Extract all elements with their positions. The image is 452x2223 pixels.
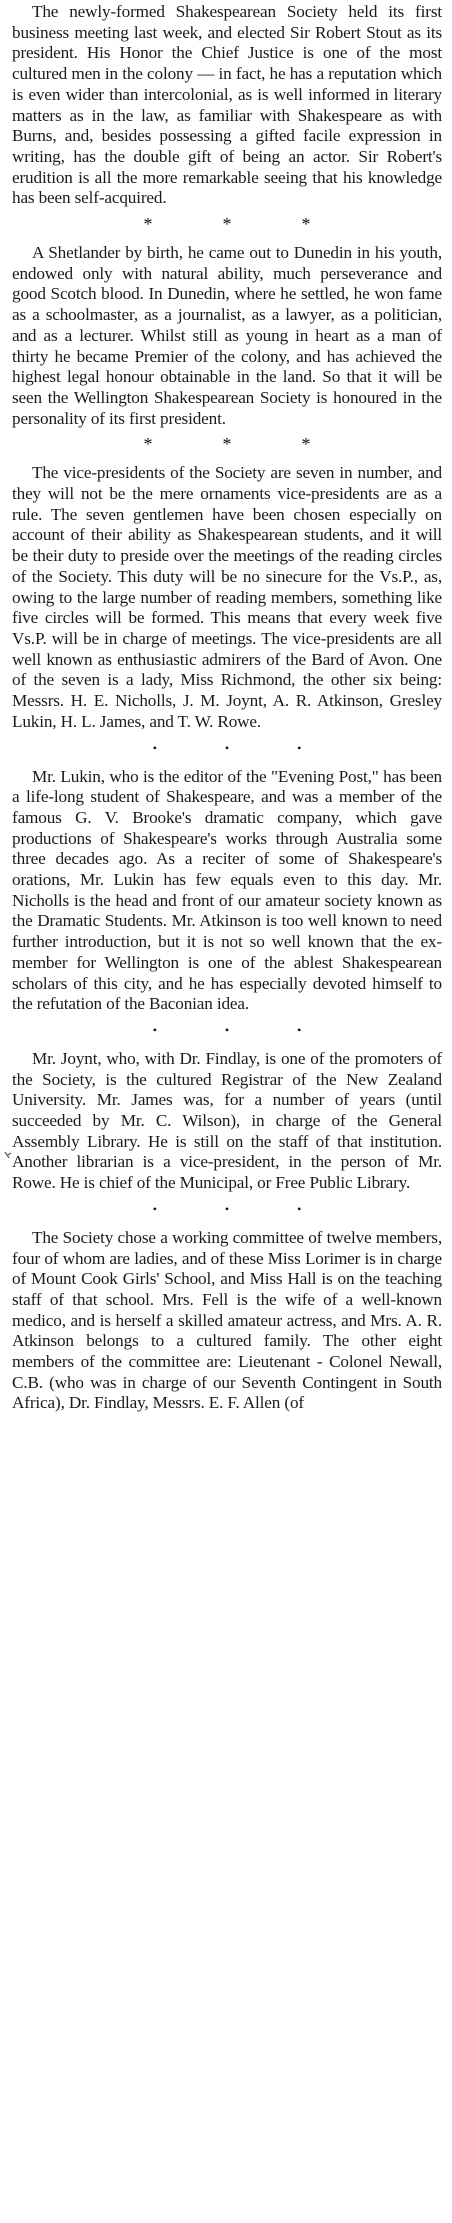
paragraph-vice-presidents: The vice-presidents of the Society are seven in number, and they will not be the mere ornaments vice-presidents are as a rule. The seven gentlemen have been chosen especially on account of their ability as Shakespearean students, and it will be their duty to preside over the meetings of the reading circles of the Society. This duty will be no sinecure for the Vs.P., as, owing to the large number of reading members, something like five circles will be formed. This means that every week five Vs.P. will be in charge of meetings. The vice-presidents are all well known as enthusiastic admirers of the Bard of Avon. One of the seven is a lady, Miss Richmond, the other six being: Messrs. H. E. Nicholls, J. M. Joynt, A. R. Atkinson, Gresley Lukin, H. L. James, and T. W. Rowe. [12, 463, 442, 731]
paragraph-president-elected: The newly-formed Shakespearean Society held its first business meeting last week, and elected Sir Robert Stout as its president. His Honor the Chief Justice is one of the most cultured men in the colony — in fact, he has a reputation which is even wider than intercolonial, as is well informed in literary matters as in the law, as familiar with Shakespeare as with Burns, and, besides possessing a gifted facile expression in writing, has the double gift of being an actor. Sir Robert's erudition is all the more remarkable seeing that his knowledge has been self-acquired. [12, 2, 442, 208]
separator-mark: * [143, 434, 153, 455]
separator-mark: * [222, 434, 232, 455]
separator-mark: • [297, 740, 302, 755]
section-separator [12, 1019, 442, 1041]
separator-mark: • [224, 1201, 230, 1216]
separator-mark: * [222, 214, 232, 235]
section-separator [12, 1198, 442, 1220]
print-blemish [3, 1149, 13, 1167]
paragraph-mr-lukin: Mr. Lukin, who is the editor of the "Evening Post," has been a life-long student of Shakespeare, and was a member of the famous G. V. Brooke's dramatic company, which gave productions of Shakespeare's works through Australia some three decades ago. As a reciter of some of Shakespeare's orations, Mr. Lukin has few equals even to this day. Mr. Nicholls is the head and front of our amateur society known as the Dramatic Students. Mr. Atkinson is too well known to need further introduction, but it is not so well known that the ex-member for Wellington is one of the ablest Shakespearean scholars of this city, and he has especially devoted himself to the refutation of the Baconian idea. [12, 766, 442, 1014]
section-separator [12, 433, 442, 455]
separator-mark: • [152, 740, 157, 755]
separator-mark: * [143, 214, 153, 235]
separator-mark: * [301, 434, 311, 455]
paragraph-working-committee: The Society chose a working committee of twelve members, four of whom are ladies, and of these Miss Lorimer is in charge of Mount Cook Girls' School, and Miss Hall is on the teaching staff of that school. Mrs. Fell is the wife of a well-known medico, and is herself a skilled amateur actress, and Mrs. A. R. Atkinson belongs to a cultured family. The other eight members of the committee are: Lieutenant - Colonel Newall, C.B. (who was in charge of our Seventh Contingent in South Africa), Dr. Findlay, Messrs. E. F. Allen (of [12, 1227, 442, 1413]
paragraph-shetlander-biography: A Shetlander by birth, he came out to Dunedin in his youth, endowed only with natural ability, much perseverance and good Scotch blood. In Dunedin, where he settled, he won fame as a schoolmaster, as a journalist, as a lawyer, as a politician, and as a lecturer. Whilst still as young in heart as a man of thirty he became Premier of the colony, and has achieved the highest legal honour obtainable in the land. So that it will be seen the Wellington Shakespearean Society is honoured in the personality of its first president. [12, 243, 442, 428]
separator-mark: • [297, 1201, 302, 1216]
separator-mark: • [152, 1201, 157, 1216]
separator-mark: • [224, 740, 230, 755]
section-separator [12, 737, 442, 759]
blemish-mark-icon [3, 1149, 13, 1167]
separator-mark: • [152, 1022, 157, 1037]
separator-mark: • [297, 1022, 302, 1037]
paragraph-mr-joynt: Mr. Joynt, who, with Dr. Findlay, is one of the promoters of the Society, is the cultured Registrar of the New Zealand University. Mr. James was, for a number of years (until succeeded by Mr. C. Wilson), in charge of the General Assembly Library. He is still on the staff of that institution. Another librarian is a vice-president, in the person of Mr. Rowe. He is chief of the Municipal, or Free Public Library. [12, 1048, 442, 1193]
section-separator [12, 213, 442, 235]
separator-mark: • [224, 1022, 230, 1037]
separator-mark: * [301, 214, 311, 235]
